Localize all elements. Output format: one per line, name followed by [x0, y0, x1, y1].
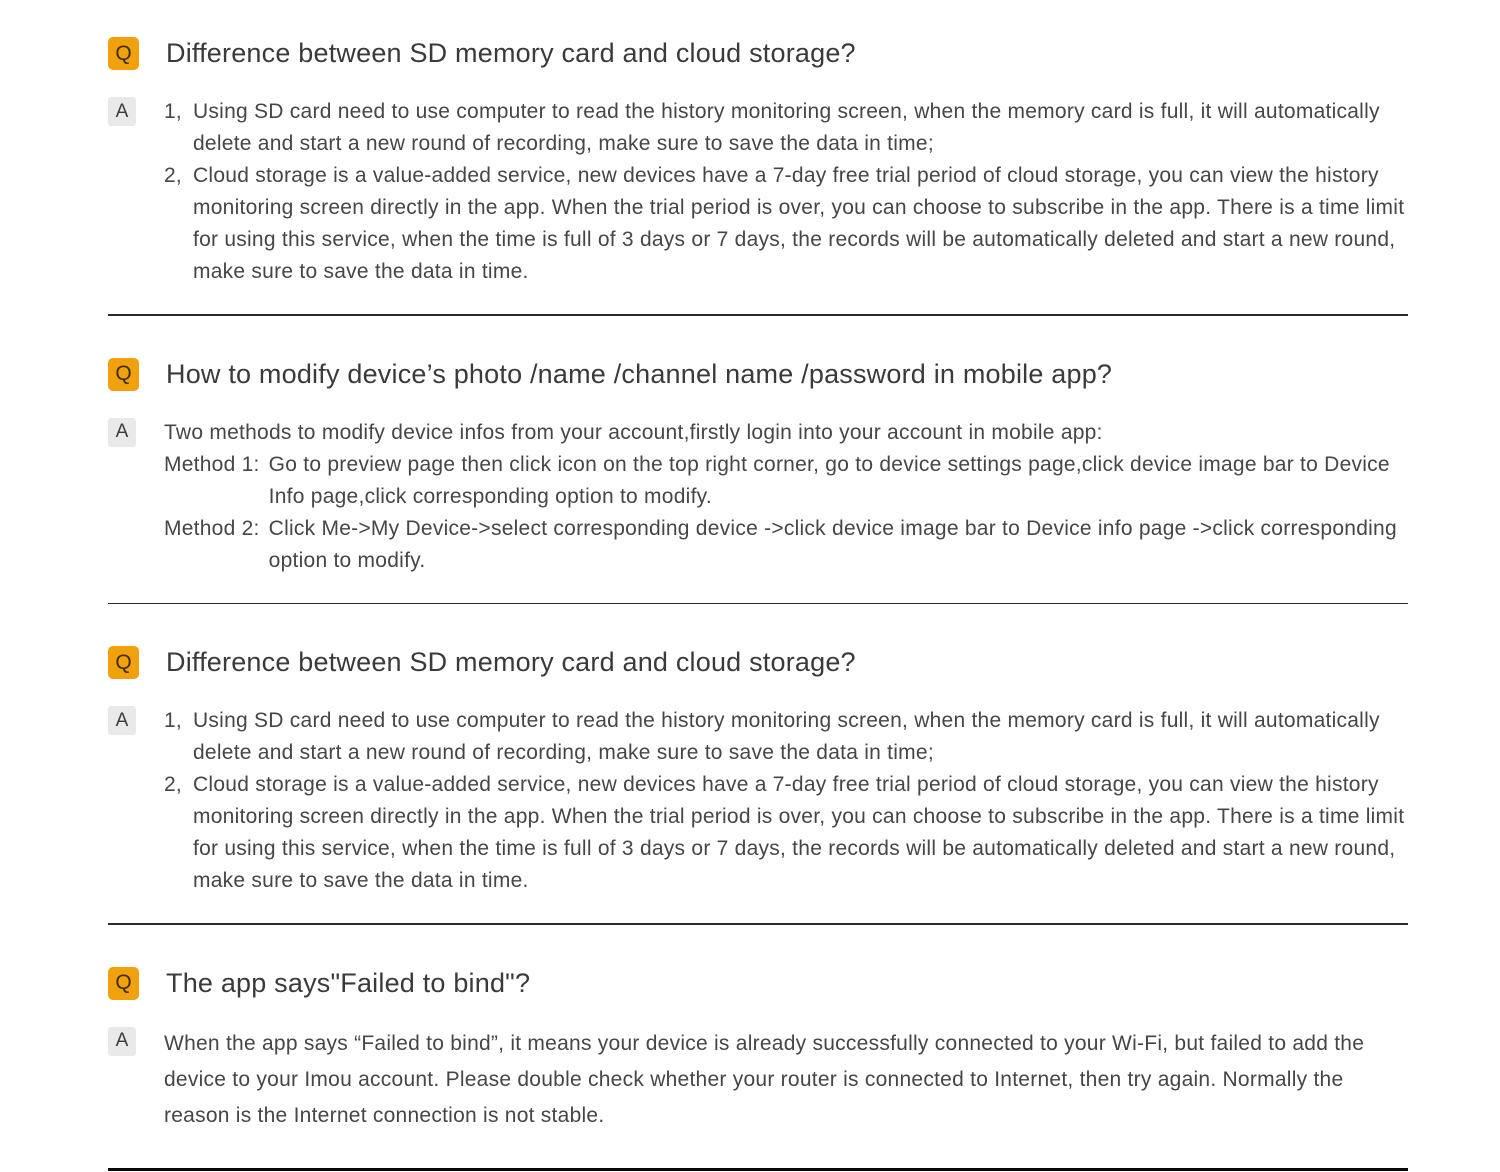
answer-row — [108, 705, 1408, 897]
answer-row — [108, 1026, 1408, 1134]
answer-item-1 — [164, 96, 1408, 160]
method-step-1 — [164, 449, 1408, 513]
faq-section-4 — [108, 925, 1408, 1171]
question-badge: Q — [108, 646, 139, 679]
answer-item-2 — [164, 769, 1408, 897]
question-title: Difference between SD memory card and cloud storage? — [166, 38, 856, 68]
answer-badge: A — [108, 418, 136, 447]
list-marker: 1, — [164, 100, 183, 123]
faq-section-1 — [108, 37, 1408, 316]
answer-text: Cloud storage is a value-added service, new devices have a 7-day free trial period of cloud storage, you can view the history monitoring screen directly in the app. When the trial period is over, you can choose to subscribe in the app. There is a time limit for using this service, when the time is full of 3 days or 7 days, the records will be automatically deleted and start a new round, make sure to save the data in time. — [193, 773, 1405, 892]
answer-row — [108, 417, 1408, 577]
method-label: Method 1: — [164, 452, 260, 476]
answer-paragraph — [164, 1026, 1408, 1134]
answer-row — [108, 96, 1408, 288]
answer-badge: A — [108, 706, 136, 735]
answer-text: Go to preview page then click icon on the top right corner, go to device settings page,click device image bar to Device Info page,click corresponding option to modify. — [268, 452, 1390, 508]
answer-body — [164, 705, 1408, 897]
answer-text: Click Me->My Device->select corresponding device ->click device image bar to Device info page ->click corresponding option to modify. — [268, 516, 1397, 572]
question-row — [108, 646, 1408, 679]
list-marker: 2, — [164, 773, 183, 796]
question-title: The app says"Failed to bind"? — [166, 967, 531, 998]
method-label: Method 2: — [164, 516, 260, 540]
answer-badge: A — [108, 1027, 136, 1056]
answer-body — [164, 417, 1408, 577]
answer-text: Using SD card need to use computer to read the history monitoring screen, when the memory card is full, it will automatically delete and start a new round of recording, make sure to save the data in time; — [193, 709, 1380, 764]
question-badge: Q — [108, 358, 139, 391]
answer-text: Cloud storage is a value-added service, new devices have a 7-day free trial period of cloud storage, you can view the history monitoring screen directly in the app. When the trial period is over, you can choose to subscribe in the app. There is a time limit for using this service, when the time is full of 3 days or 7 days, the records will be automatically deleted and start a new round, make sure to save the data in time. — [193, 164, 1405, 283]
faq-section-3 — [108, 604, 1408, 925]
answer-text: When the app says “Failed to bind”, it means your device is already successfully connected to your Wi-Fi, but failed to add the device to your Imou account. Please double check whether your router is connected to Internet, then try again. Normally the reason is the Internet connection is not stable. — [164, 1031, 1365, 1127]
list-marker: 2, — [164, 164, 183, 187]
faq-section-2 — [108, 316, 1408, 605]
answer-text: Two methods to modify device infos from your account,firstly login into your account in mobile app: — [164, 420, 1103, 444]
answer-item-1 — [164, 705, 1408, 769]
method-step-2 — [164, 513, 1408, 577]
question-row — [108, 358, 1408, 391]
answer-text: Using SD card need to use computer to read the history monitoring screen, when the memory card is full, it will automatically delete and start a new round of recording, make sure to save the data in time; — [193, 100, 1380, 155]
answer-body — [164, 1026, 1408, 1134]
question-row — [108, 967, 1408, 1000]
question-row — [108, 37, 1408, 70]
answer-intro — [164, 417, 1408, 449]
answer-item-2 — [164, 160, 1408, 288]
question-title: Difference between SD memory card and cloud storage? — [166, 647, 856, 677]
question-badge: Q — [108, 37, 139, 70]
question-badge: Q — [108, 967, 139, 1000]
list-marker: 1, — [164, 709, 183, 732]
page-bottom-rule — [108, 1168, 1408, 1171]
answer-body — [164, 96, 1408, 288]
question-title: How to modify device’s photo /name /channel name /password in mobile app? — [166, 358, 1113, 389]
answer-badge: A — [108, 97, 136, 126]
